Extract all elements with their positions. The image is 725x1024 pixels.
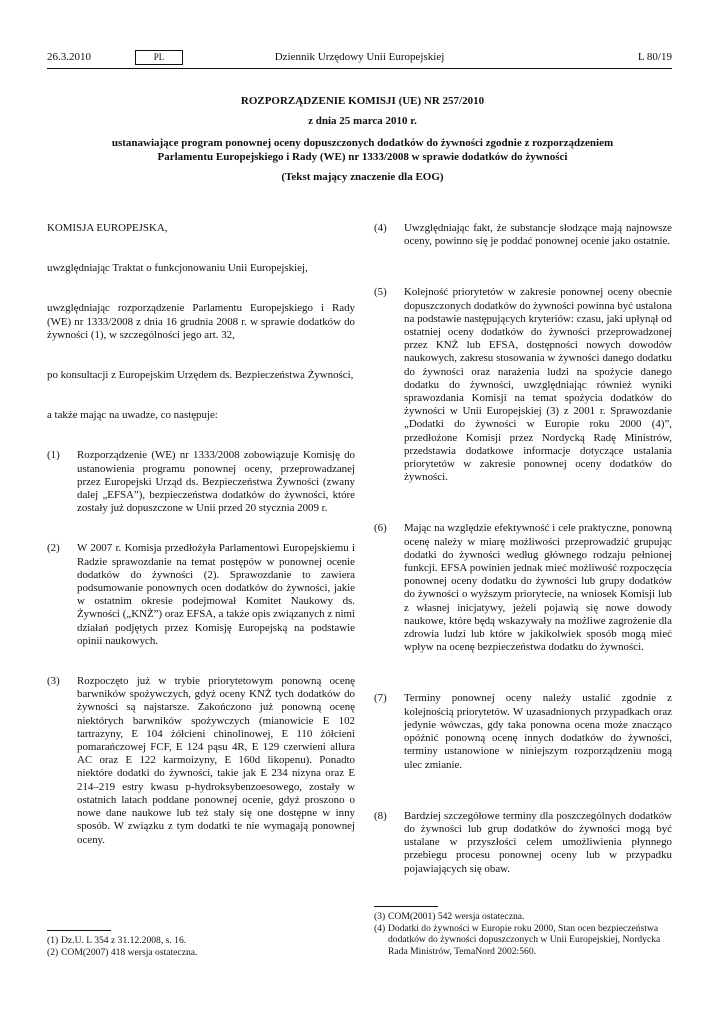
recital-number: (6)	[374, 522, 387, 535]
recital-4	[374, 222, 672, 248]
recital-text: Terminy ponownej oceny należy ustalić zgodnie z kolejnością priorytetów. W uzasadnionych przypadkach oraz jedynie wówczas, gdy taka ponowna ocena może znacząco opóźnić ponowną ocenę innych dodatków do żywności, terminy ustanowione w niniejszym rozporządzeniu mogą ulec zmianie.	[404, 692, 672, 771]
preamble-regulation: uwzględniając rozporządzenie Parlamentu Europejskiego i Rady (WE) nr 1333/2008 z dnia 16 grudnia 2008 r. w sprawie dodatków do żywności (1), w szczególności jego art. 32,	[47, 302, 355, 341]
recital-number: (2)	[47, 542, 60, 555]
page-header	[47, 50, 672, 66]
preamble-whereas: a także mając na uwadze, co następuje:	[47, 409, 218, 422]
footnote-text: COM(2007) 418 wersja ostateczna.	[61, 946, 198, 958]
regulation-title: ROZPORZĄDZENIE KOMISJI (UE) NR 257/2010	[240, 95, 485, 107]
recital-text: W 2007 r. Komisja przedłożyła Parlamentowi Europejskiemu i Radzie sprawozdanie na temat postępów w ponownej ocenie dodatków do żywności (2). Sprawozdanie to zawiera podsumowanie ponownych ocen dodatków do żywności, jakie w ostatnim okresie podejmował Komitet Naukowy ds. Żywności („KNŻ”) oraz EFSA, a także opis związanych z nimi działań podjętych przez Komisję Europejską na podstawie opinii naukowych.	[77, 542, 355, 647]
footnote-number: (4)	[374, 922, 386, 934]
recital-text: Kolejność priorytetów w zakresie ponownej oceny obecnie dopuszczonych dodatków do żywności powinna być ustalona na podstawie następujących kryteriów: czasu, jaki upłynął od ostatniej oceny dodatków do żywności przeprowadzonej przez KNŻ lub EFSA, dostępności nowych dowodów naukowych, zakresu stosowania w żywności danego dodatku do żywności oraz narażenia ludzi na spożycie danego dodatku do żywności, uwzględniając również wyniki sprawozdania Komisji na temat spożycia dodatków do żywności w Unii Europejskiej (3) z 2001 r. Sprawozdanie „Dodatki do żywności w Europie roku 2000 (4)”, przedłożone Komisji przez Nordycką Radę Ministrów, przedstawia dodatkowe informacje dotyczące ustalania priorytetów w zakresie ponownej oceny dodatków do żywności.	[404, 286, 672, 484]
recital-8	[374, 810, 672, 876]
left-column	[47, 222, 355, 847]
footnote-4	[374, 923, 672, 958]
footnote-text: COM(2001) 542 wersja ostateczna.	[388, 911, 525, 922]
footnotes-right	[374, 906, 672, 957]
page-reference: L 80/19	[637, 51, 672, 63]
journal-title: Dziennik Urzędowy Unii Europejskiej	[274, 51, 445, 63]
recital-5	[374, 286, 672, 484]
recital-text: Uwzględniając fakt, że substancje słodzące mają najnowsze oceny, powinno się je poddać ponownej ocenie jako ostatnie.	[404, 222, 672, 248]
right-column	[374, 222, 672, 876]
recital-text: Rozporządzenie (WE) nr 1333/2008 zobowiązuje Komisję do ustanowienia programu ponownej oceny, przeprowadzanej przez Europejski Urząd ds. Bezpieczeństwa Żywności (zwany dalej „EFSA”), bezpieczeństwa dodatków do żywności, które zostały już dopuszczone w Unii przed 20 stycznia 2009 r.	[77, 449, 355, 515]
recital-number: (4)	[374, 222, 387, 234]
recital-2	[47, 542, 355, 648]
footnote-1	[47, 935, 355, 947]
preamble-commission: KOMISJA EUROPEJSKA,	[47, 222, 168, 234]
recital-text: Bardziej szczegółowe terminy dla poszczególnych dodatków do żywności lub grup dodatków do żywności mogą być ustalane w przyszłości celem umożliwienia płynnego przebiegu procesu ponownej oceny lub w przypadku pojawiających się obaw.	[404, 809, 672, 875]
recital-number: (5)	[374, 286, 387, 299]
language-badge: PL	[135, 50, 183, 65]
preamble-treaty: uwzględniając Traktat o funkcjonowaniu Unii Europejskiej,	[47, 262, 308, 275]
recital-1	[47, 449, 355, 515]
regulation-subject: ustanawiające program ponownej oceny dopuszczonych dodatków do żywności zgodnie z rozporządzeniem Parlamentu Europejskiego i Rady (WE) nr 1333/2008 w sprawie dodatków do żywności	[111, 137, 614, 163]
footnote-3	[374, 911, 672, 923]
recital-number: (7)	[374, 692, 387, 705]
footnote-text: Dodatki do żywności w Europie roku 2000, Stan ocen bezpieczeństwa dodatków do żywności dopuszczonych w Unii Europejskiej, Nordycka Rada Ministrów, TemaNord 2002:560.	[388, 922, 661, 957]
publication-date: 26.3.2010	[47, 51, 91, 63]
footnote-number: (2)	[47, 946, 59, 958]
recital-6	[374, 522, 672, 654]
footnote-text: Dz.U. L 354 z 31.12.2008, s. 16.	[61, 935, 187, 946]
recital-text: Mając na względzie efektywność i cele praktyczne, ponowną ocenę należy w miarę możliwości przeprowadzić grupując dodatki do żywności według głównego rodzaju pełnionej funkcji. EFSA powinien jednak mieć możliwość rozpoczęcia ponownej oceny dodatku do żywności lub grupy dodatków do żywności o wyższym priorytecie, na wniosek Komisji lub z własnej inicjatywy, jeżeli pojawią się nowe dowody naukowe, które będą wskazywały na możliwe zagrożenie dla zdrowia ludzi lub które w jakikolwiek sposób mogą mieć wpływ na ocenę bezpieczeństwa dodatku do żywności.	[404, 522, 672, 654]
recital-number: (1)	[47, 449, 60, 462]
eea-relevance-note: (Tekst mający znaczenie dla EOG)	[281, 171, 444, 183]
recital-number: (3)	[47, 675, 60, 688]
preamble-consultation: po konsultacji z Europejskim Urzędem ds. Bezpieczeństwa Żywności,	[47, 369, 354, 382]
footnote-divider	[374, 906, 438, 907]
recital-3	[47, 675, 355, 847]
regulation-date: z dnia 25 marca 2010 r.	[308, 115, 417, 127]
recital-number: (8)	[374, 809, 387, 822]
header-divider	[47, 68, 672, 69]
recital-7	[374, 692, 672, 771]
footnote-number: (3)	[374, 911, 386, 922]
footnote-number: (1)	[47, 935, 59, 946]
footnote-divider	[47, 930, 111, 931]
regulation-title-block	[100, 94, 625, 184]
footnotes-left	[47, 930, 355, 958]
recital-text: Rozpoczęto już w trybie priorytetowym ponowną ocenę barwników spożywczych, gdyż oceny KNŻ tych dodatków do żywności są najstarsze. Zakończono już ponowną ocenę niektórych barwników spożywczych (mianowicie E 102 tartrazyny, E 104 żółcieni chinolinowej, E 110 żółcieni pomarańczowej FCF, E 124 pąsu 4R, E 129 czerwieni allura AC oraz E 122 karmoizyny, E 160d likopenu). Ponadto niektóre dodatki do żywności, takie jak E 234 nizyna oraz E 214–219 estry kwasu p-hydroksybenzoesowego, zostały w ostatnich latach poddane ponownej ocenie, gdyż proszono o nowe dane naukowe lub też stały się one dostępne w inny sposób. W związku z tym dodatki te nie wymagają ponownej oceny.	[77, 675, 355, 846]
footnote-2	[47, 947, 355, 959]
